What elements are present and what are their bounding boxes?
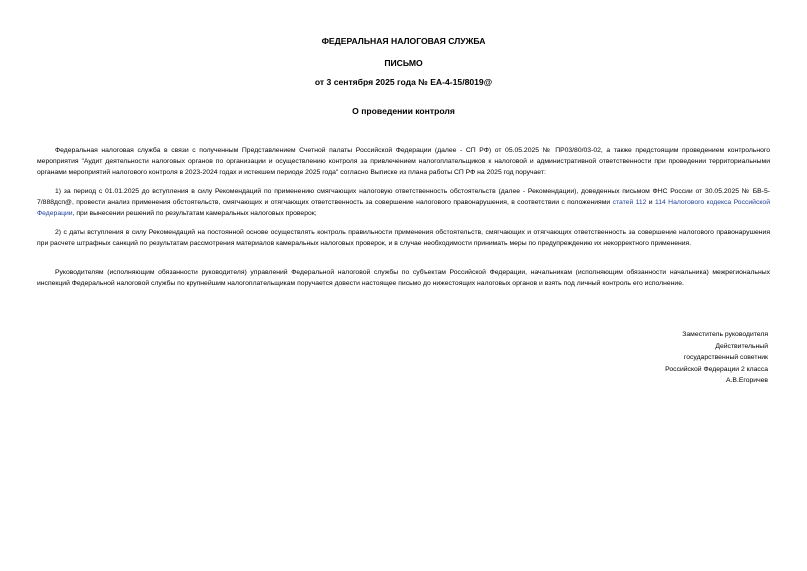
paragraph-instruction: Руководителям (исполняющим обязанности руководителя) управлений Федеральной налоговой службы по субъектам Российской Федерации, начальникам (исполняющим обязанности начальника) межрегиональных инспекций Федеральной налоговой службы по крупнейшим налогоплательщикам поручается довести настоящее письмо до нижестоящих налоговых органов и взять под личный контроль его исполнение. xyxy=(37,269,770,287)
paragraph-item-1-text-start: 1) за период с 01.01.2025 до вступления в силу Рекомендаций по применению смягчающих налоговую ответственность обстоятельств (далее - Рекомендации), доведенных письмом ФНС России от 30.05.2025 № БВ-5-7/888дсп@, провести анализ применения обстоятельств, смягчающих и отягчающих ответственность за совершение налогового правонарушения, в соответствии с положениями xyxy=(37,188,770,206)
agency-title: ФЕДЕРАЛЬНАЯ НАЛОГОВАЯ СЛУЖБА xyxy=(321,36,486,46)
paragraph-item-2: 2) с даты вступления в силу Рекомендаций на постоянной основе осуществлять контроль правильности применения обстоятельств, смягчающих и отягчающих ответственность за совершение налогового правонарушения при расчете штрафных санкций по результатам рассмотрения материалов камеральных налоговых проверок, и в случае необходимости принимать меры по предупреждению их некорректного применения. xyxy=(37,229,770,247)
paragraph-instruction-block xyxy=(37,267,770,289)
paragraph-item-1 xyxy=(37,186,770,219)
document-date-number: от 3 сентября 2025 года № ЕА-4-15/8019@ xyxy=(314,77,493,87)
signatory-rank-line-3: Российской Федерации 2 класса xyxy=(665,365,768,373)
link-article-114-tax-code[interactable]: 114 Налогового кодекса Российской Федерации xyxy=(37,199,771,217)
signatory-name: А.В.Егоричев xyxy=(726,377,768,385)
document-subject: О проведении контроля xyxy=(352,106,455,116)
signatory-position: Заместитель руководителя xyxy=(682,331,768,338)
paragraph-intro: Федеральная налоговая служба в связи с полученным Представлением Счетной палаты Российской Федерации (далее - СП РФ) от 05.05.2025 № ПР03/80/03-02, а также предстоящим проведением контрольного мероприятия "Аудит деятельности налоговых органов по организации и осуществлению контроля за привлечением налогоплательщиков к налоговой и административной ответственности при проведении территориальными органами мероприятий налогового контроля в 2023-2024 годах и истекшем периоде 2025 года" согласно Выписке из плана работы СП РФ на 2025 год поручает: xyxy=(37,147,770,176)
document-type: ПИСЬМО xyxy=(384,58,423,68)
paragraph-item-1-text-end: , при вынесении решений по результатам камеральных налоговых проверок; xyxy=(72,210,317,217)
link-article-112[interactable]: статей 112 xyxy=(612,199,647,206)
paragraph-item-2-block xyxy=(37,227,770,249)
signature-block xyxy=(665,329,768,387)
paragraph-item-1-block xyxy=(37,186,770,219)
paragraph-item-1-conjunction: и xyxy=(646,199,655,206)
paragraph-intro-block xyxy=(37,145,770,178)
signatory-rank-line-1: Действительный xyxy=(715,342,768,350)
signatory-rank-line-2: государственный советник xyxy=(683,354,768,362)
